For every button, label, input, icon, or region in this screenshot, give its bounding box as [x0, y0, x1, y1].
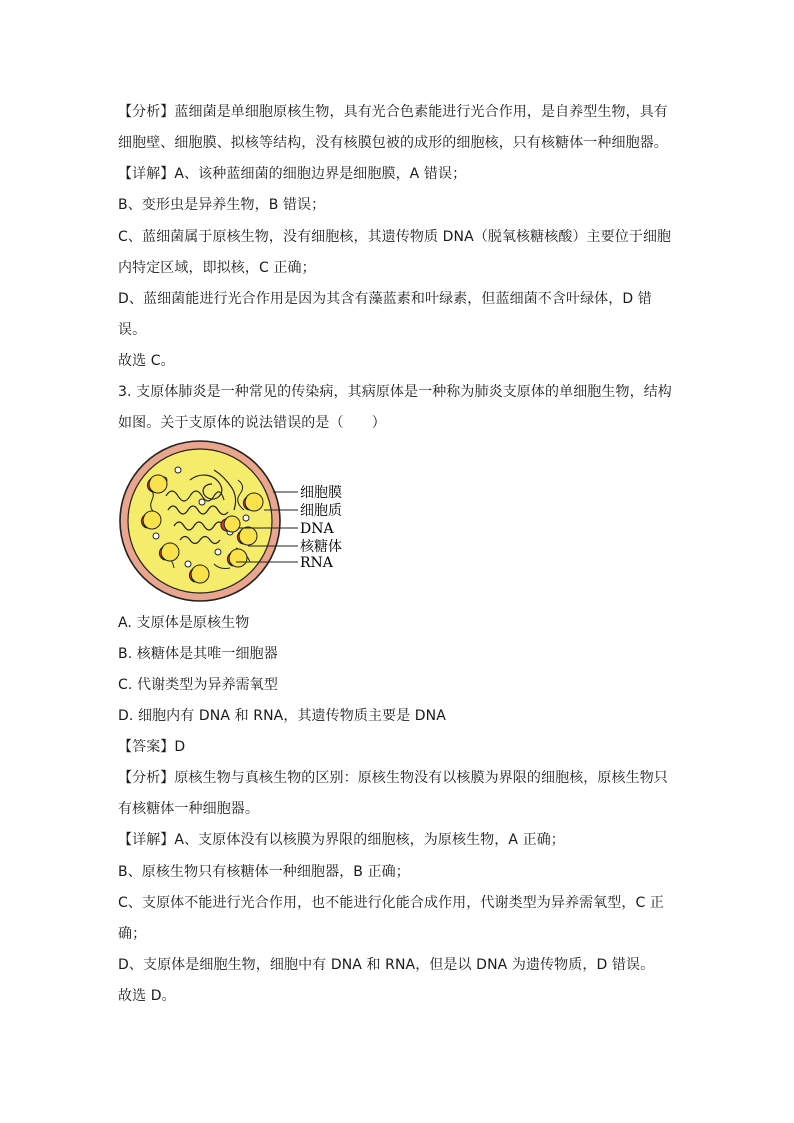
q3-detail-c-line2: 确；	[118, 926, 147, 942]
label-cytoplasm: 细胞质	[300, 503, 342, 519]
q2-detail-c-line2: 内特定区域，即拟核，C 正确；	[118, 260, 316, 276]
q3-detail-c-line1: C、支原体不能进行光合作用，也不能进行化能合成作用，代谢类型为异养需氧型，C 正	[118, 895, 664, 911]
label-ribosome: 核糖体	[300, 539, 342, 555]
q2-analysis-line1: 【分析】蓝细菌是单细胞原核生物，具有光合色素能进行光合作用，是自养型生物，具有	[118, 104, 668, 120]
q3-detail-a: 【详解】A、支原体没有以核膜为界限的细胞核，为原核生物，A 正确；	[118, 832, 565, 848]
q3-detail-d: D、支原体是细胞生物，细胞中有 DNA 和 RNA，但是以 DNA 为遗传物质，D 错误。	[118, 957, 655, 973]
q3-stem-line1: 3. 支原体肺炎是一种常见的传染病，其病原体是一种称为肺炎支原体的单细胞生物，结构	[118, 384, 672, 400]
label-dna: DNA	[300, 521, 334, 537]
q2-detail-a: 【详解】A、该种蓝细菌的细胞边界是细胞膜，A 错误；	[118, 166, 467, 182]
q3-option-d[interactable]: D. 细胞内有 DNA 和 RNA，其遗传物质主要是 DNA	[118, 708, 446, 724]
mycoplasma-figure	[118, 440, 368, 602]
q3-detail-b: B、原核生物只有核糖体一种细胞器，B 正确；	[118, 864, 410, 880]
q2-conclusion: 故选 C。	[118, 353, 175, 369]
q2-detail-c-line1: C、蓝细菌属于原核生物，没有细胞核，其遗传物质 DNA（脱氧核糖核酸）主要位于细胞	[118, 229, 672, 245]
q3-analysis-line1: 【分析】原核生物与真核生物的区别：原核生物没有以核膜为界限的细胞核，原核生物只	[118, 770, 668, 786]
q3-analysis-line2: 有核糖体一种细胞器。	[118, 801, 259, 817]
label-cell-membrane: 细胞膜	[300, 485, 342, 501]
label-rna: RNA	[300, 555, 333, 571]
q3-stem-line2: 如图。关于支原体的说法错误的是（ ）	[118, 415, 386, 431]
q3-option-b[interactable]: B. 核糖体是其唯一细胞器	[118, 646, 278, 662]
q3-answer: 【答案】D	[118, 739, 186, 755]
q2-detail-d-line1: D、蓝细菌能进行光合作用是因为其含有藻蓝素和叶绿素，但蓝细菌不含叶绿体，D 错	[118, 291, 652, 307]
q3-option-c[interactable]: C. 代谢类型为异养需氧型	[118, 677, 278, 693]
q2-analysis-line2: 细胞壁、细胞膜、拟核等结构，没有核膜包被的成形的细胞核，只有核糖体一种细胞器。	[118, 135, 668, 151]
q2-detail-d-line2: 误。	[118, 322, 147, 338]
q3-conclusion: 故选 D。	[118, 988, 176, 1004]
q3-option-a[interactable]: A. 支原体是原核生物	[118, 615, 250, 631]
q2-detail-b: B、变形虫是异养生物，B 错误；	[118, 197, 326, 213]
